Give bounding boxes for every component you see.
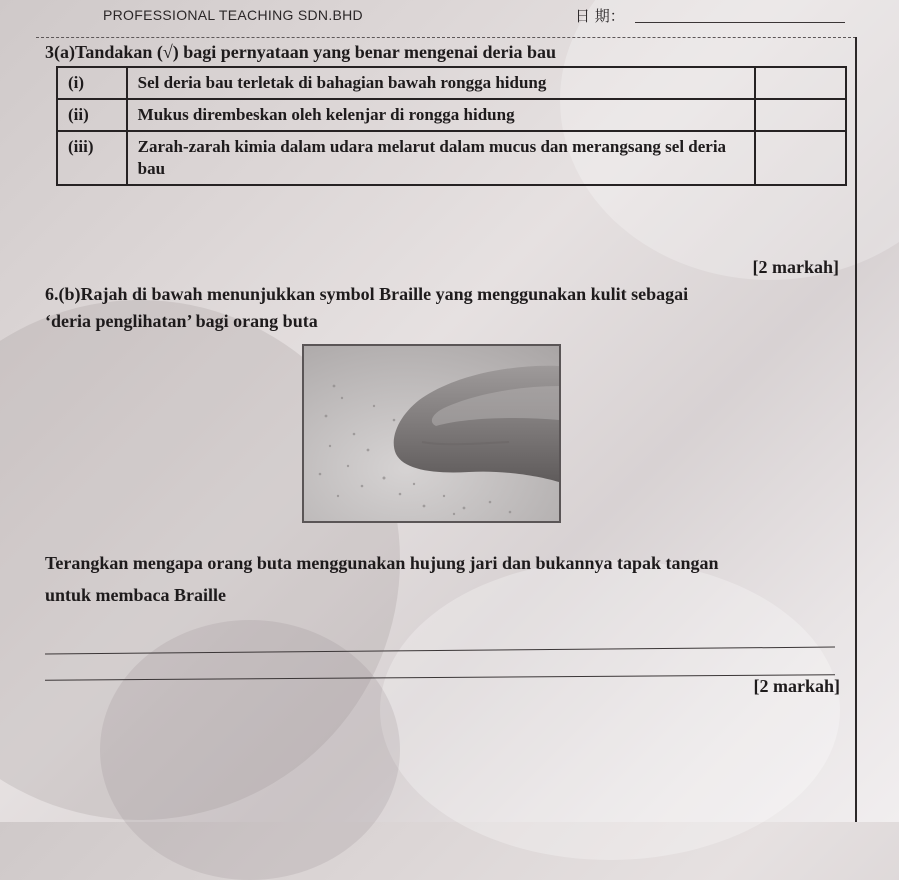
row-statement: Mukus dirembeskan oleh kelenjar di rongga hidung — [127, 99, 755, 131]
tick-box[interactable] — [755, 67, 846, 99]
row-number: (iii) — [57, 131, 127, 185]
q6-title — [45, 281, 855, 335]
row-statement: Sel deria bau terletak di bahagian bawah rongga hidung — [127, 67, 755, 99]
q6-title-line: ‘deria penglihatan’ bagi orang buta — [45, 311, 318, 331]
q3-statement-table — [56, 66, 847, 186]
q6-question — [45, 547, 845, 611]
q6-question-line: Terangkan mengapa orang buta menggunakan hujung jari dan bukannya tapak tangan — [45, 553, 719, 573]
date-fill-line — [635, 22, 845, 23]
paper-shadow — [100, 620, 400, 880]
date-label: 日 期： — [575, 7, 625, 25]
q3-marks: [2 markah] — [752, 257, 839, 277]
page-header — [0, 0, 899, 36]
right-margin-line — [855, 37, 857, 822]
braille-reading-photo — [302, 344, 561, 523]
table-row — [57, 131, 846, 185]
table-row — [57, 99, 846, 131]
tick-box[interactable] — [755, 99, 846, 131]
q6-marks: [2 markah] — [753, 676, 840, 696]
answer-line[interactable] — [45, 647, 835, 655]
header-divider — [36, 37, 856, 38]
tick-box[interactable] — [755, 131, 846, 185]
company-name: PROFESSIONAL TEACHING SDN.BHD — [103, 7, 363, 23]
row-statement: Zarah-zarah kimia dalam udara melarut dalam mucus dan merangsang sel deria bau — [127, 131, 755, 185]
row-number: (i) — [57, 67, 127, 99]
row-number: (ii) — [57, 99, 127, 131]
q3-title: 3(a)Tandakan (√) bagi pernyataan yang benar mengenai deria bau — [45, 42, 556, 62]
answer-line[interactable] — [45, 674, 835, 681]
finger-on-braille-image — [304, 346, 559, 521]
q6-question-line: untuk membaca Braille — [45, 585, 227, 605]
table-row — [57, 67, 846, 99]
q6-title-line: 6.(b)Rajah di bawah menunjukkan symbol Braille yang menggunakan kulit sebagai — [45, 284, 689, 304]
